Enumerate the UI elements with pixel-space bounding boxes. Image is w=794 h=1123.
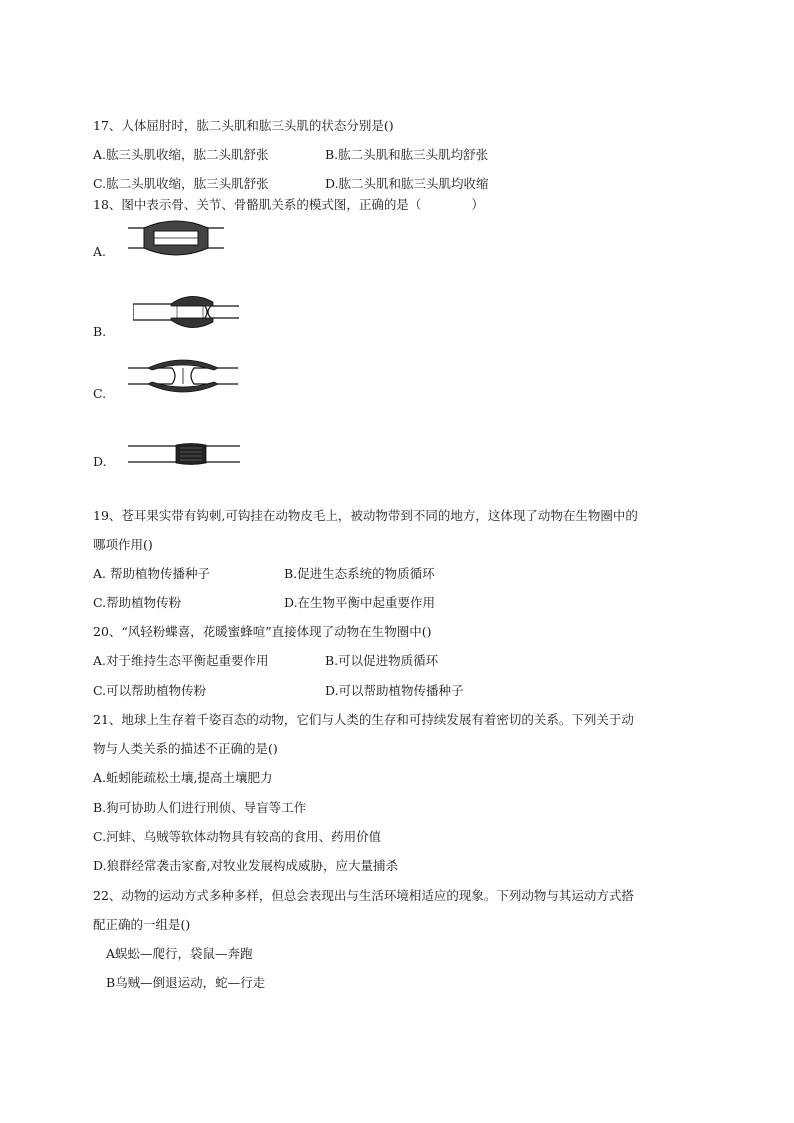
q21-option-c: C.河蚌、乌贼等软体动物具有较高的食用、药用价值 — [93, 829, 382, 844]
q20-option-c: C.可以帮助植物传粉 — [93, 683, 207, 698]
q21-option-b: B.狗可协助人们进行刑侦、导盲等工作 — [93, 800, 307, 815]
q18-option-c-label: C. — [93, 386, 107, 401]
q18-figure-a — [128, 218, 224, 258]
q19-option-c: C.帮助植物传粉 — [93, 595, 182, 610]
q17-stem: 17、人体屈肘时，肱二头肌和肱三头肌的状态分别是() — [93, 118, 394, 133]
q21-stem-line1: 21、地球上生存着千姿百态的动物，它们与人类的生存和可持续发展有着密切的关系。下列关于动 — [93, 712, 634, 727]
q21-option-a: A.蚯蚓能疏松土壤,提高土壤肥力 — [93, 770, 273, 785]
q19-option-a: A. 帮助植物传播种子 — [93, 566, 210, 581]
q22-option-a: A蜈蚣—爬行，袋鼠—奔跑 — [106, 946, 253, 961]
q22-stem-line1: 22、动物的运动方式多种多样，但总会表现出与生活环境相适应的现象。下列动物与其运动方式搭 — [93, 888, 634, 903]
q18-figure-c — [128, 354, 238, 398]
q21-stem-line2: 物与人类关系的描述不正确的是() — [93, 741, 278, 756]
q22-stem-line2: 配正确的一组是() — [93, 917, 191, 932]
q22-option-b: B乌贼—倒退运动，蛇—行走 — [106, 975, 266, 990]
q21-option-d: D.狼群经常袭击家畜,对牧业发展构成威胁，应大量捕杀 — [93, 858, 399, 873]
q18-figure-b — [133, 290, 239, 334]
q17-option-c: C.肱二头肌收缩，肱三头肌舒张 — [93, 176, 269, 191]
q17-option-b: B.肱二头肌和肱三头肌均舒张 — [325, 147, 489, 162]
q20-option-b: B.可以促进物质循环 — [325, 653, 439, 668]
q18-option-a-label: A. — [93, 244, 107, 259]
q19-option-d: D.在生物平衡中起重要作用 — [284, 595, 436, 610]
q19-stem-line2: 哪项作用() — [93, 537, 153, 552]
q18-figure-d — [128, 440, 240, 468]
q20-option-a: A.对于维持生态平衡起重要作用 — [93, 653, 269, 668]
q19-option-b: B.促进生态系统的物质循环 — [284, 566, 435, 581]
q18-option-d-label: D. — [93, 454, 107, 469]
q20-option-d: D.可以帮助植物传播种子 — [325, 683, 464, 698]
q17-option-d: D.肱二头肌和肱三头肌均收缩 — [325, 176, 489, 191]
q18-option-b-label: B. — [93, 324, 107, 339]
q19-stem-line1: 19、苍耳果实带有钩刺,可钩挂在动物皮毛上，被动物带到不同的地方，这体现了动物在生物圈中的 — [93, 508, 638, 523]
q18-stem: 18、图中表示骨、关节、骨骼肌关系的模式图，正确的是（ ） — [93, 197, 484, 212]
q20-stem: 20、“风轻粉蝶喜，花暖蜜蜂喧”直接体现了动物在生物圈中() — [93, 624, 432, 639]
q17-option-a: A.肱三头肌收缩，肱二头肌舒张 — [93, 147, 269, 162]
